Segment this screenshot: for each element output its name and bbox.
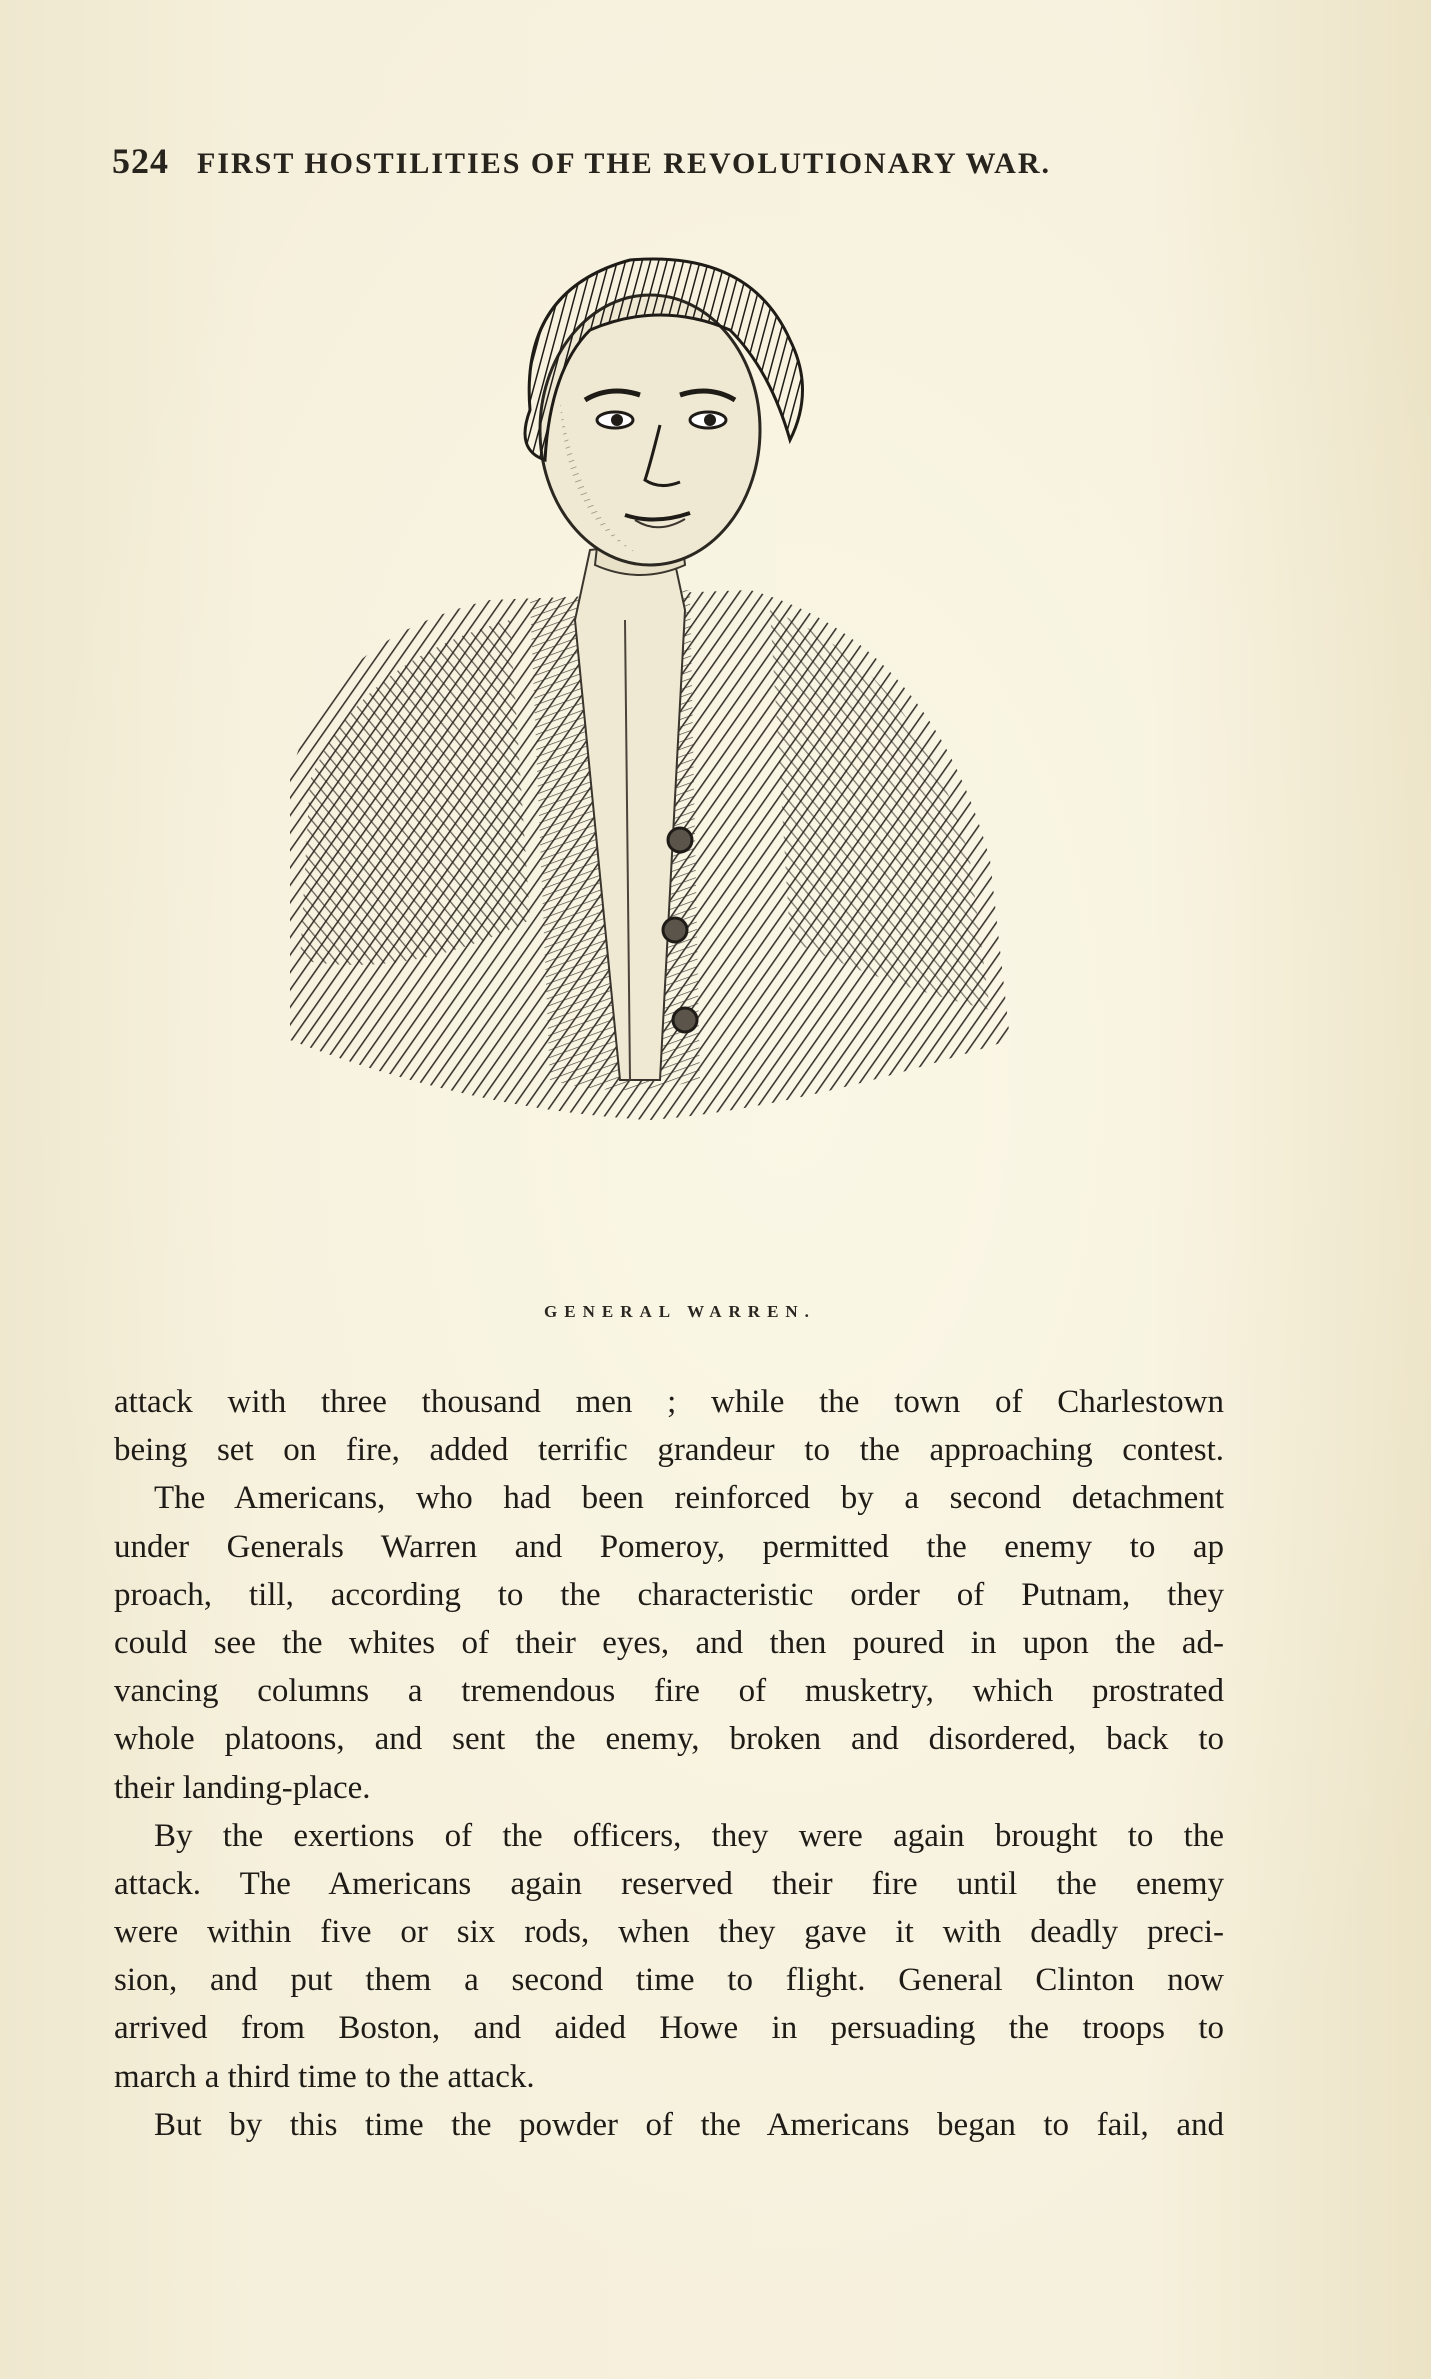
text-line: were within five or six rods, when they gave it with deadly preci- <box>114 1914 1224 1951</box>
running-head <box>112 140 1122 190</box>
text-line: vancing columns a tremendous fire of musketry, which prostrated <box>114 1673 1224 1710</box>
text-line: attack with three thousand men ; while the town of Charlestown <box>114 1384 1224 1420</box>
text-line: march a third time to the attack. <box>114 2058 535 2095</box>
coat-button <box>668 828 692 852</box>
body-text <box>114 1378 1224 2149</box>
text-line: But by this time the powder of the Americans began to fail, and <box>154 2106 1224 2143</box>
coat-button <box>673 1008 697 1032</box>
text-line: attack. The Americans again reserved their fire until the enemy <box>114 1865 1224 1902</box>
text-line: whole platoons, and sent the enemy, broken and disordered, back to <box>114 1721 1224 1758</box>
text-line: The Americans, who had been reinforced by a second detachment <box>154 1480 1224 1517</box>
coat-button <box>663 918 687 942</box>
text-line: arrived from Boston, and aided Howe in persuading the troops to <box>114 2010 1224 2047</box>
page-number: 524 <box>112 141 169 181</box>
text-line: under Generals Warren and Pomeroy, permitted the enemy to ap <box>114 1528 1224 1565</box>
text-line: sion, and put them a second time to flight. General Clinton now <box>114 1962 1224 1999</box>
text-line: could see the whites of their eyes, and then poured in upon the ad- <box>114 1624 1224 1661</box>
text-line: being set on fire, added terrific grandeur to the approaching contest. <box>114 1432 1224 1469</box>
running-head-title: FIRST HOSTILITIES OF THE REVOLUTIONARY WAR. <box>197 147 1052 180</box>
illustration-caption: GENERAL WARREN. <box>544 1302 816 1321</box>
portrait-engraving <box>230 220 1130 1270</box>
text-line: By the exertions of the officers, they were again brought to the <box>154 1817 1224 1854</box>
text-line: proach, till, according to the characteristic order of Putnam, they <box>114 1576 1224 1613</box>
text-line: their landing-place. <box>114 1769 371 1806</box>
